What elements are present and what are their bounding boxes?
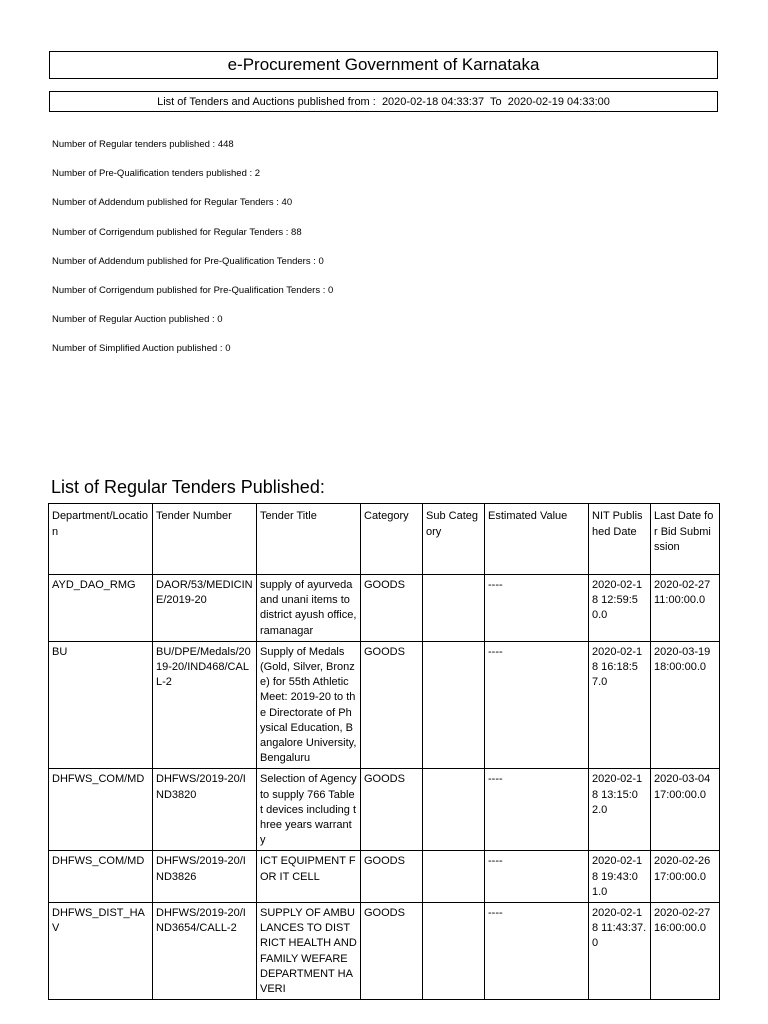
table-cell: ----: [485, 641, 589, 769]
table-cell: BU/DPE/Medals/2019-20/IND468/CALL-2: [153, 641, 257, 769]
summary-stats: [52, 139, 712, 373]
table-cell: ----: [485, 903, 589, 1000]
document-title-text: e-Procurement Government of Karnataka: [227, 55, 540, 74]
table-cell: 2020-03-04 17:00:00.0: [651, 769, 720, 851]
table-cell: 2020-02-18 13:15:02.0: [589, 769, 651, 851]
document-title: [49, 51, 718, 79]
table-cell: DHFWS_COM/MD: [49, 851, 153, 903]
table-cell: Supply of Medals (Gold, Silver, Bronze) for 55th Athletic Meet: 2019-20 to the Directorate of Physical Education, Bangalore University, Bengaluru: [257, 641, 361, 769]
table-cell: GOODS: [361, 641, 423, 769]
table-row: [49, 769, 720, 851]
table-cell: 2020-02-18 19:43:01.0: [589, 851, 651, 903]
stat-corrigendum-regular: Number of Corrigendum published for Regular Tenders : 88: [52, 226, 302, 238]
stat-addendum-regular: Number of Addendum published for Regular Tenders : 40: [52, 197, 293, 209]
table-cell: AYD_DAO_RMG: [49, 575, 153, 642]
table-cell: DHFWS/2019-20/IND3820: [153, 769, 257, 851]
column-header: Department/Location: [49, 504, 153, 575]
stat-corrigendum-prequal: Number of Corrigendum published for Pre-Qualification Tenders : 0: [52, 284, 334, 296]
table-cell: SUPPLY OF AMBULANCES TO DISTRICT HEALTH AND FAMILY WEFARE DEPARTMENT HAVERI: [257, 903, 361, 1000]
date-range-banner: [49, 91, 718, 112]
table-row: [49, 903, 720, 1000]
column-header: Estimated Value: [485, 504, 589, 575]
table-cell: BU: [49, 641, 153, 769]
column-header: Tender Title: [257, 504, 361, 575]
stat-regular-auction: Number of Regular Auction published : 0: [52, 314, 223, 326]
table-cell: [423, 851, 485, 903]
date-range-text: List of Tenders and Auctions published from : 2020-02-18 04:33:37 To 2020-02-19 04:33:00: [157, 95, 610, 108]
table-cell: 2020-02-18 16:18:57.0: [589, 641, 651, 769]
table-cell: DHFWS/2019-20/IND3654/CALL-2: [153, 903, 257, 1000]
table-cell: Selection of Agency to supply 766 Tablet devices including three years warranty: [257, 769, 361, 851]
stat-addendum-prequal: Number of Addendum published for Pre-Qualification Tenders : 0: [52, 255, 324, 267]
stat-simplified-auction: Number of Simplified Auction published : 0: [52, 343, 231, 355]
table-cell: GOODS: [361, 575, 423, 642]
table-row: [49, 851, 720, 903]
table-cell: DHFWS/2019-20/IND3826: [153, 851, 257, 903]
table-cell: 2020-02-18 12:59:50.0: [589, 575, 651, 642]
table-row: [49, 575, 720, 642]
stat-prequal-tenders: Number of Pre-Qualification tenders published : 2: [52, 168, 261, 180]
table-cell: supply of ayurveda and unani items to district ayush office, ramanagar: [257, 575, 361, 642]
table-cell: ----: [485, 851, 589, 903]
table-cell: ----: [485, 575, 589, 642]
table-cell: [423, 641, 485, 769]
table-cell: [423, 903, 485, 1000]
table-cell: 2020-02-27 11:00:00.0: [651, 575, 720, 642]
column-header: Category: [361, 504, 423, 575]
table-cell: 2020-02-27 16:00:00.0: [651, 903, 720, 1000]
table-cell: 2020-03-19 18:00:00.0: [651, 641, 720, 769]
tenders-table: [48, 503, 720, 1000]
table-header-row: [49, 504, 720, 575]
column-header: Tender Number: [153, 504, 257, 575]
table-cell: GOODS: [361, 769, 423, 851]
table-row: [49, 641, 720, 769]
table-cell: GOODS: [361, 903, 423, 1000]
table-cell: ICT EQUIPMENT FOR IT CELL: [257, 851, 361, 903]
column-header: Sub Category: [423, 504, 485, 575]
table-cell: DHFWS_DIST_HAV: [49, 903, 153, 1000]
table-cell: DAOR/53/MEDICINE/2019-20: [153, 575, 257, 642]
table-cell: DHFWS_COM/MD: [49, 769, 153, 851]
table-cell: 2020-02-18 11:43:37.0: [589, 903, 651, 1000]
stat-regular-tenders: Number of Regular tenders published : 448: [52, 139, 234, 150]
column-header: Last Date for Bid Submission: [651, 504, 720, 575]
table-cell: ----: [485, 769, 589, 851]
column-header: NIT Published Date: [589, 504, 651, 575]
table-cell: 2020-02-26 17:00:00.0: [651, 851, 720, 903]
table-cell: [423, 575, 485, 642]
table-cell: GOODS: [361, 851, 423, 903]
section-title: List of Regular Tenders Published:: [51, 477, 325, 497]
table-cell: [423, 769, 485, 851]
